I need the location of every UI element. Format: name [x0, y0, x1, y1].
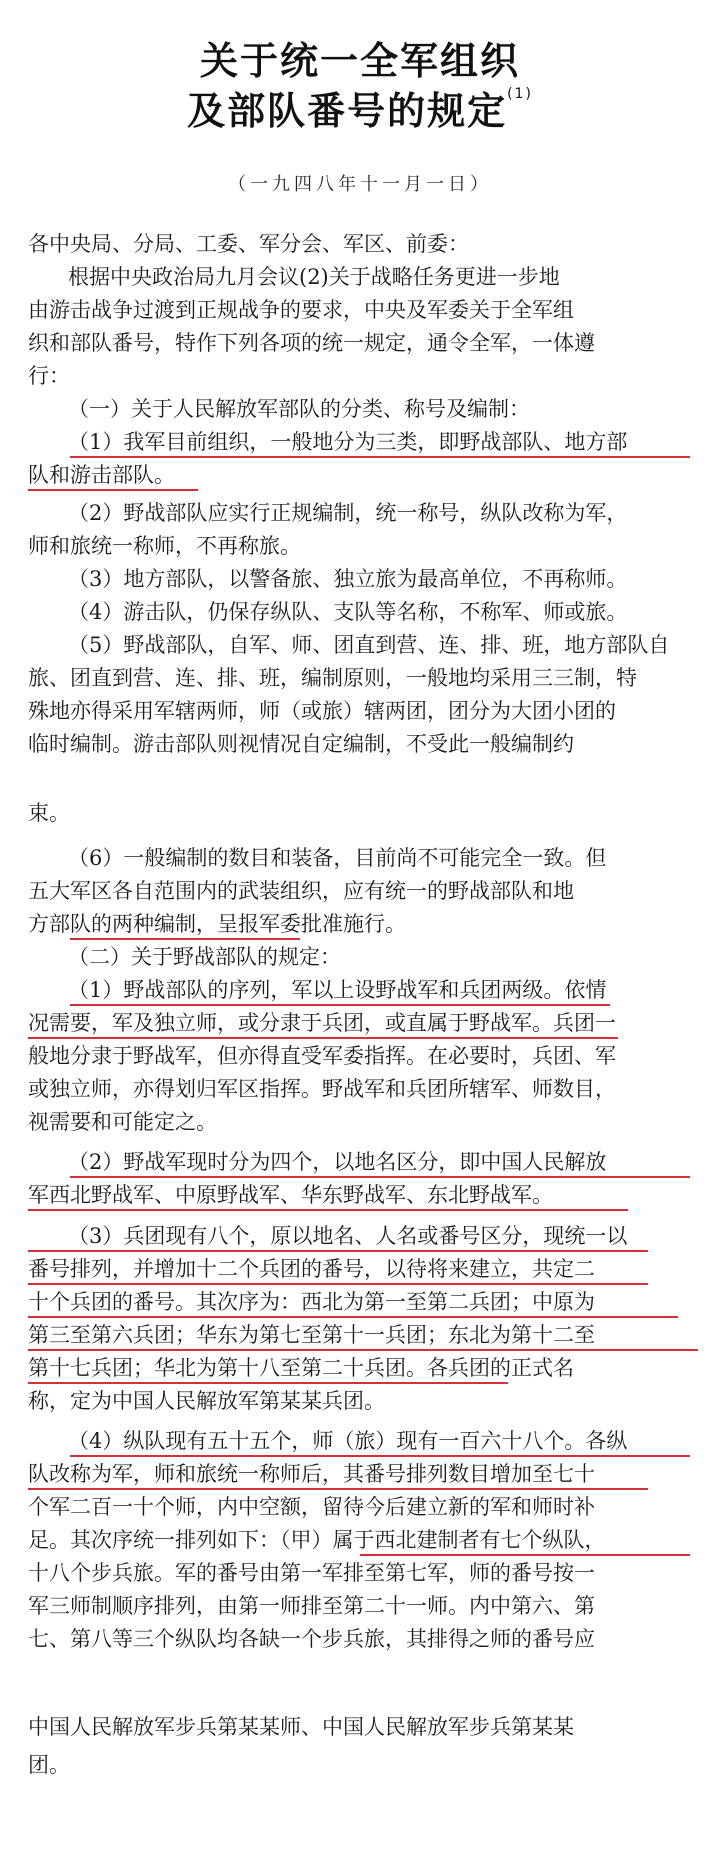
text-line: （3）地方部队，以警备旅、独立旅为最高单位，不再称师。	[68, 567, 628, 591]
text-line: （4）纵队现有五十五个，师（旅）现有一百六十八个。各纵	[68, 1429, 628, 1453]
text-line: 或独立师，亦得划归军区指挥。野战军和兵团所辖军、师数目，	[28, 1077, 616, 1101]
text-line: 根据中央政治局九月会议(2)关于战略任务更进一步地	[68, 265, 560, 289]
text-line: 第三至第六兵团；华东为第七至第十一兵团；东北为第十二至	[28, 1323, 595, 1347]
text-line: 况需要，军及独立师，或分隶于兵团，或直属于野战军。兵团一	[28, 1011, 616, 1035]
text-line: 第十七兵团；华北为第十八至第二十兵团。各兵团的正式名	[28, 1356, 574, 1380]
text-line: 十八个步兵旅。军的番号由第一军排至第七军，师的番号按一	[28, 1561, 595, 1585]
text-line: 临时编制。游击部队则视情况自定编制，不受此一般编制约	[28, 732, 574, 756]
text-line: （2）野战军现时分为四个，以地名区分，即中国人民解放	[68, 1150, 607, 1174]
title-note: (1)	[507, 86, 533, 102]
text-line: 番号排列，并增加十二个兵团的番号，以待将来建立，共定二	[28, 1257, 595, 1281]
title-line-1: 关于统一全军组织	[199, 39, 520, 83]
text-line: 视需要和可能定之。	[28, 1110, 217, 1134]
text-line: 行：	[28, 364, 70, 388]
red-underline	[28, 1037, 618, 1039]
text-line: 个军二百一十个师，内中空额，留待今后建立新的军和师时补	[28, 1495, 595, 1519]
dateline: （一九四八年十一月一日）	[228, 174, 492, 195]
text-line: 军西北野战军、中原野战军、华东野战军、东北野战军。	[28, 1183, 553, 1207]
text-line: （5）野战部队，自军、师、团直到营、连、排、班，地方部队自	[68, 633, 670, 657]
text-line: （3）兵团现有八个，原以地名、人名或番号区分，现统一以	[68, 1224, 628, 1248]
red-underline	[28, 1316, 678, 1318]
text-line: 织和部队番号，特作下列各项的统一规定，通令全军，一体遵	[28, 331, 595, 355]
text-line: 团。	[28, 1753, 70, 1777]
text-line: 束。	[28, 801, 70, 825]
title-line-2	[0, 80, 720, 135]
text-line: 七、第八等三个纵队均各缺一个步兵旅，其排得之师的番号应	[28, 1627, 595, 1651]
text-line: 队和游击部队。	[28, 463, 175, 487]
text-line: 队改称为军，师和旅统一称师后，其番号排列数目增加至七十	[28, 1462, 595, 1486]
text-line: 师和旅统一称师，不再称旅。	[28, 534, 301, 558]
text-line: 中国人民解放军步兵第某某师、中国人民解放军步兵第某某	[28, 1715, 574, 1739]
red-underline	[28, 1349, 698, 1351]
red-underline	[28, 1488, 648, 1490]
text-line: 般地分隶于野战军，但亦得直受军委指挥。在必要时，兵团、军	[28, 1044, 616, 1068]
text-line: 由游击战争过渡到正规战争的要求，中央及军委关于全军组	[28, 298, 574, 322]
text-line: （6）一般编制的数目和装备，目前尚不可能完全一致。但	[68, 846, 607, 870]
red-underline	[28, 1283, 648, 1285]
text-line: （4）游击队，仍保存纵队、支队等名称，不称军、师或旅。	[68, 600, 628, 624]
text-line: 称，定为中国人民解放军第某某兵团。	[28, 1389, 385, 1413]
text-line: 军三师制顺序排列，由第一师排至第二十一师。内中第六、第	[28, 1594, 595, 1618]
red-underline	[360, 1554, 690, 1556]
text-line: （一）关于人民解放军部队的分类、称号及编制：	[68, 397, 530, 421]
title-line-2-text: 及部队番号的规定	[187, 89, 508, 133]
red-underline	[28, 489, 198, 491]
text-line: （1）野战部队的序列，军以上设野战军和兵团两级。依情	[68, 978, 607, 1002]
text-line: 殊地亦得采用军辖两师，师（或旅）辖两团，团分为大团小团的	[28, 699, 616, 723]
text-line: （2）野战部队应实行正规编制，统一称号，纵队改称为军，	[68, 501, 628, 525]
text-line: 方部队的两种编制，呈报军委批准施行。	[28, 912, 406, 936]
red-underline	[70, 1176, 690, 1178]
text-line: （二）关于野战部队的规定：	[68, 945, 341, 969]
red-underline	[70, 1004, 610, 1006]
red-underline	[28, 1250, 648, 1252]
red-underline	[70, 456, 690, 458]
text-line: （1）我军目前组织，一般地分为三类，即野战部队、地方部	[68, 430, 628, 454]
red-underline	[70, 1455, 690, 1457]
red-underline	[70, 938, 300, 940]
text-line: 五大军区各自范围内的武装组织，应有统一的野战部队和地	[28, 879, 574, 903]
text-line: 各中央局、分局、工委、军分会、军区、前委：	[28, 232, 469, 256]
red-underline	[28, 1209, 628, 1211]
red-underline	[28, 1382, 508, 1384]
text-line: 十个兵团的番号。其次序为：西北为第一至第二兵团；中原为	[28, 1290, 595, 1314]
text-line: 旅、团直到营、连、排、班，编制原则，一般地均采用三三制，特	[28, 666, 637, 690]
text-line: 足。其次序统一排列如下：（甲）属于西北建制者有七个纵队，	[28, 1528, 606, 1552]
